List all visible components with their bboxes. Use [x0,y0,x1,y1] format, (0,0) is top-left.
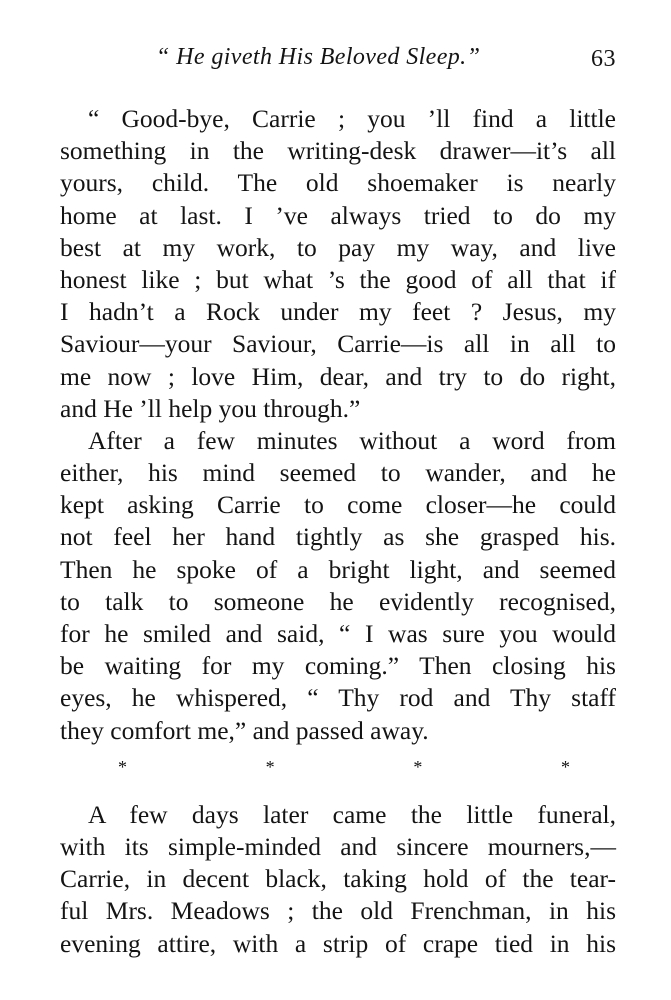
text-line: me now ; love Him, dear, and try to do right, [60,361,616,391]
text-line: best at my work, to pay my way, and live [60,232,616,262]
text-line: A few days later came the little funeral, [88,799,616,829]
text-line: evening attire, with a strip of crape tied in his [60,928,616,958]
paragraph [60,425,616,747]
paragraph [60,799,616,960]
text-line: Then he spoke of a bright light, and seemed [60,554,616,584]
running-head-title: “ He giveth His Beloved Sleep.” [156,44,481,70]
text-line: not feel her hand tightly as she grasped his. [60,522,616,552]
asterism-star: * [265,756,275,777]
text-line: “ Good-bye, Carrie ; you ’ll find a little [88,104,616,133]
text-line: ful Mrs. Meadows ; the old Frenchman, in his [60,896,616,926]
text-line: with its simple-minded and sincere mourners,— [60,831,616,861]
text-line: either, his mind seemed to wander, and he [60,458,616,488]
text-line: they comfort me,” and passed away. [60,715,429,745]
asterism-star: * [118,756,127,777]
body-text [60,103,616,960]
text-line: eyes, he whispered, “ Thy rod and Thy staff [60,683,616,713]
section-break [118,747,570,799]
text-line: honest like ; but what ’s the good of all that if [60,264,616,294]
text-line: and He ’ll help you through.” [60,393,361,423]
running-head [60,44,616,80]
page-number: 63 [591,46,616,72]
text-line: be waiting for my coming.” Then closing his [60,651,616,681]
text-line: to talk to someone he evidently recognised, [60,586,616,616]
text-line: Saviour—your Saviour, Carrie—is all in all to [60,329,616,359]
text-line: something in the writing-desk drawer—it’s all [60,136,616,166]
asterism-star: * [560,756,570,777]
text-line: I hadn’t a Rock under my feet ? Jesus, my [60,297,616,327]
text-line: After a few minutes without a word from [88,425,616,455]
paragraph [60,103,616,425]
text-line: Carrie, in decent black, taking hold of the tear- [60,864,616,894]
text-line: yours, child. The old shoemaker is nearly [60,168,616,198]
asterism-star: * [413,756,423,777]
text-line: home at last. I ’ve always tried to do my [60,200,616,230]
text-line: for he smiled and said, “ I was sure you would [60,619,616,648]
text-line: kept asking Carrie to come closer—he could [60,490,616,520]
